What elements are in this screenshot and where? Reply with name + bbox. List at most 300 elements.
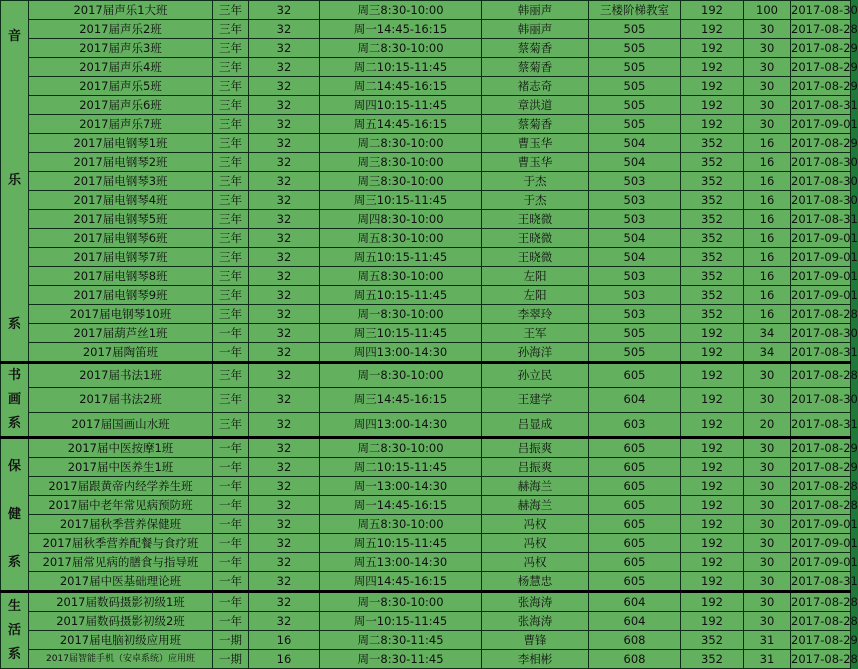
class-name-cell: 2017届电钢琴4班 bbox=[29, 191, 213, 210]
table-row bbox=[1, 58, 851, 77]
start-date-cell: 2017-08-30 bbox=[791, 172, 851, 191]
time-cell: 周三8:30-10:00 bbox=[320, 172, 482, 191]
duration-cell: 三年 bbox=[213, 305, 249, 324]
duration-cell: 三年 bbox=[213, 363, 249, 388]
teacher-cell: 张海涛 bbox=[482, 612, 589, 631]
hours-cell: 32 bbox=[249, 77, 320, 96]
duration-cell: 一年 bbox=[213, 592, 249, 612]
fee-cell: 192 bbox=[681, 572, 744, 592]
teacher-cell: 李翠玲 bbox=[482, 305, 589, 324]
time-cell: 周五10:15-11:45 bbox=[320, 248, 482, 267]
start-date-cell: 2017-08-28 bbox=[791, 650, 851, 669]
hours-cell: 32 bbox=[249, 305, 320, 324]
room-cell: 604 bbox=[589, 592, 681, 612]
duration-cell: 一年 bbox=[213, 534, 249, 553]
class-name-cell: 2017届中老年常见病预防班 bbox=[29, 496, 213, 515]
hours-cell: 32 bbox=[249, 412, 320, 437]
capacity-cell: 34 bbox=[744, 343, 791, 363]
class-name-cell: 2017届国画山水班 bbox=[29, 412, 213, 437]
duration-cell: 三年 bbox=[213, 229, 249, 248]
fee-cell: 352 bbox=[681, 210, 744, 229]
capacity-cell: 30 bbox=[744, 515, 791, 534]
time-cell: 周二10:15-11:45 bbox=[320, 58, 482, 77]
time-cell: 周三14:45-16:15 bbox=[320, 388, 482, 412]
room-cell: 605 bbox=[589, 458, 681, 477]
start-date-cell: 2017-08-30 bbox=[791, 1, 851, 20]
table-row bbox=[1, 496, 851, 515]
duration-cell: 三年 bbox=[213, 20, 249, 39]
fee-cell: 352 bbox=[681, 631, 744, 650]
duration-cell: 三年 bbox=[213, 248, 249, 267]
capacity-cell: 16 bbox=[744, 248, 791, 267]
room-cell: 504 bbox=[589, 229, 681, 248]
duration-cell: 一年 bbox=[213, 572, 249, 592]
start-date-cell: 2017-08-28 bbox=[791, 592, 851, 612]
duration-cell: 一年 bbox=[213, 343, 249, 363]
capacity-cell: 16 bbox=[744, 229, 791, 248]
hours-cell: 32 bbox=[249, 343, 320, 363]
capacity-cell: 20 bbox=[744, 412, 791, 437]
teacher-cell: 冯权 bbox=[482, 553, 589, 572]
hours-cell: 32 bbox=[249, 438, 320, 458]
hours-cell: 32 bbox=[249, 115, 320, 134]
fee-cell: 192 bbox=[681, 553, 744, 572]
duration-cell: 一年 bbox=[213, 515, 249, 534]
time-cell: 周五8:30-10:00 bbox=[320, 229, 482, 248]
table-row bbox=[1, 267, 851, 286]
time-cell: 周二8:30-10:00 bbox=[320, 39, 482, 58]
time-cell: 周一14:45-16:15 bbox=[320, 20, 482, 39]
table-row bbox=[1, 1, 851, 20]
room-cell: 503 bbox=[589, 286, 681, 305]
fee-cell: 352 bbox=[681, 229, 744, 248]
room-cell: 605 bbox=[589, 496, 681, 515]
fee-cell: 192 bbox=[681, 592, 744, 612]
teacher-cell: 王建学 bbox=[482, 388, 589, 412]
teacher-cell: 左阳 bbox=[482, 267, 589, 286]
start-date-cell: 2017-08-29 bbox=[791, 631, 851, 650]
capacity-cell: 30 bbox=[744, 612, 791, 631]
start-date-cell: 2017-08-29 bbox=[791, 134, 851, 153]
hours-cell: 32 bbox=[249, 612, 320, 631]
teacher-cell: 冯权 bbox=[482, 515, 589, 534]
room-cell: 605 bbox=[589, 515, 681, 534]
class-name-cell: 2017届声乐4班 bbox=[29, 58, 213, 77]
table-row bbox=[1, 412, 851, 437]
capacity-cell: 16 bbox=[744, 191, 791, 210]
duration-cell: 三年 bbox=[213, 286, 249, 305]
capacity-cell: 30 bbox=[744, 553, 791, 572]
hours-cell: 32 bbox=[249, 388, 320, 412]
class-name-cell: 2017届声乐1大班 bbox=[29, 1, 213, 20]
teacher-cell: 章洪道 bbox=[482, 96, 589, 115]
duration-cell: 三年 bbox=[213, 115, 249, 134]
time-cell: 周三8:30-10:00 bbox=[320, 1, 482, 20]
class-name-cell: 2017届葫芦丝1班 bbox=[29, 324, 213, 343]
capacity-cell: 30 bbox=[744, 77, 791, 96]
room-cell: 503 bbox=[589, 210, 681, 229]
start-date-cell: 2017-08-30 bbox=[791, 153, 851, 172]
start-date-cell: 2017-08-30 bbox=[791, 388, 851, 412]
duration-cell: 三年 bbox=[213, 172, 249, 191]
class-name-cell: 2017届常见病的膳食与指导班 bbox=[29, 553, 213, 572]
table-row bbox=[1, 134, 851, 153]
capacity-cell: 30 bbox=[744, 20, 791, 39]
hours-cell: 32 bbox=[249, 39, 320, 58]
class-name-cell: 2017届声乐5班 bbox=[29, 77, 213, 96]
capacity-cell: 34 bbox=[744, 324, 791, 343]
class-name-cell: 2017届声乐2班 bbox=[29, 20, 213, 39]
duration-cell: 三年 bbox=[213, 412, 249, 437]
room-cell: 608 bbox=[589, 631, 681, 650]
fee-cell: 192 bbox=[681, 1, 744, 20]
fee-cell: 352 bbox=[681, 134, 744, 153]
room-cell: 504 bbox=[589, 248, 681, 267]
class-name-cell: 2017届智能手机（安卓系统）应用班 bbox=[29, 650, 213, 669]
room-cell: 505 bbox=[589, 20, 681, 39]
room-cell: 504 bbox=[589, 153, 681, 172]
class-name-cell: 2017届电钢琴7班 bbox=[29, 248, 213, 267]
teacher-cell: 褚志奇 bbox=[482, 77, 589, 96]
table-row bbox=[1, 343, 851, 363]
duration-cell: 一年 bbox=[213, 324, 249, 343]
room-cell: 504 bbox=[589, 134, 681, 153]
start-date-cell: 2017-08-28 bbox=[791, 477, 851, 496]
capacity-cell: 16 bbox=[744, 153, 791, 172]
class-name-cell: 2017届声乐6班 bbox=[29, 96, 213, 115]
room-cell: 503 bbox=[589, 172, 681, 191]
start-date-cell: 2017-08-31 bbox=[791, 412, 851, 437]
start-date-cell: 2017-09-01 bbox=[791, 515, 851, 534]
duration-cell: 一年 bbox=[213, 438, 249, 458]
capacity-cell: 30 bbox=[744, 438, 791, 458]
start-date-cell: 2017-09-01 bbox=[791, 534, 851, 553]
capacity-cell: 30 bbox=[744, 39, 791, 58]
class-name-cell: 2017届书法2班 bbox=[29, 388, 213, 412]
teacher-cell: 王晓微 bbox=[482, 229, 589, 248]
time-cell: 周二14:45-16:15 bbox=[320, 77, 482, 96]
capacity-cell: 16 bbox=[744, 172, 791, 191]
time-cell: 周二8:30-11:45 bbox=[320, 631, 482, 650]
teacher-cell: 孙立民 bbox=[482, 363, 589, 388]
time-cell: 周五10:15-11:45 bbox=[320, 286, 482, 305]
capacity-cell: 30 bbox=[744, 58, 791, 77]
teacher-cell: 蔡菊香 bbox=[482, 115, 589, 134]
time-cell: 周五8:30-10:00 bbox=[320, 515, 482, 534]
fee-cell: 192 bbox=[681, 115, 744, 134]
time-cell: 周四13:00-14:30 bbox=[320, 343, 482, 363]
teacher-cell: 王晓微 bbox=[482, 248, 589, 267]
teacher-cell: 于杰 bbox=[482, 172, 589, 191]
start-date-cell: 2017-09-01 bbox=[791, 267, 851, 286]
hours-cell: 32 bbox=[249, 210, 320, 229]
start-date-cell: 2017-08-29 bbox=[791, 438, 851, 458]
teacher-cell: 赫海兰 bbox=[482, 496, 589, 515]
hours-cell: 32 bbox=[249, 286, 320, 305]
teacher-cell: 王军 bbox=[482, 324, 589, 343]
capacity-cell: 30 bbox=[744, 477, 791, 496]
room-cell: 605 bbox=[589, 553, 681, 572]
duration-cell: 三年 bbox=[213, 1, 249, 20]
time-cell: 周一13:00-14:30 bbox=[320, 477, 482, 496]
time-cell: 周四13:00-14:30 bbox=[320, 412, 482, 437]
duration-cell: 一年 bbox=[213, 553, 249, 572]
room-cell: 505 bbox=[589, 96, 681, 115]
duration-cell: 三年 bbox=[213, 77, 249, 96]
room-cell: 505 bbox=[589, 77, 681, 96]
table-row bbox=[1, 438, 851, 458]
class-name-cell: 2017届电钢琴6班 bbox=[29, 229, 213, 248]
table-row bbox=[1, 553, 851, 572]
capacity-cell: 16 bbox=[744, 210, 791, 229]
teacher-cell: 吕显成 bbox=[482, 412, 589, 437]
hours-cell: 32 bbox=[249, 248, 320, 267]
room-cell: 505 bbox=[589, 324, 681, 343]
table-row bbox=[1, 210, 851, 229]
start-date-cell: 2017-08-29 bbox=[791, 58, 851, 77]
table-row bbox=[1, 115, 851, 134]
fee-cell: 192 bbox=[681, 388, 744, 412]
class-name-cell: 2017届电钢琴9班 bbox=[29, 286, 213, 305]
fee-cell: 192 bbox=[681, 515, 744, 534]
start-date-cell: 2017-08-28 bbox=[791, 612, 851, 631]
time-cell: 周五8:30-10:00 bbox=[320, 267, 482, 286]
teacher-cell: 曹玉华 bbox=[482, 153, 589, 172]
capacity-cell: 30 bbox=[744, 534, 791, 553]
table-row bbox=[1, 191, 851, 210]
time-cell: 周二10:15-11:45 bbox=[320, 458, 482, 477]
duration-cell: 一年 bbox=[213, 458, 249, 477]
hours-cell: 32 bbox=[249, 96, 320, 115]
class-name-cell: 2017届电钢琴3班 bbox=[29, 172, 213, 191]
duration-cell: 三年 bbox=[213, 153, 249, 172]
table-row bbox=[1, 324, 851, 343]
fee-cell: 192 bbox=[681, 343, 744, 363]
fee-cell: 352 bbox=[681, 650, 744, 669]
table-row bbox=[1, 458, 851, 477]
hours-cell: 32 bbox=[249, 572, 320, 592]
hours-cell: 32 bbox=[249, 477, 320, 496]
time-cell: 周三10:15-11:45 bbox=[320, 191, 482, 210]
capacity-cell: 100 bbox=[744, 1, 791, 20]
capacity-cell: 30 bbox=[744, 363, 791, 388]
duration-cell: 三年 bbox=[213, 134, 249, 153]
start-date-cell: 2017-08-30 bbox=[791, 324, 851, 343]
hours-cell: 32 bbox=[249, 324, 320, 343]
time-cell: 周一8:30-10:00 bbox=[320, 592, 482, 612]
time-cell: 周一8:30-11:45 bbox=[320, 650, 482, 669]
room-cell: 503 bbox=[589, 267, 681, 286]
table-row bbox=[1, 153, 851, 172]
class-name-cell: 2017届电钢琴1班 bbox=[29, 134, 213, 153]
class-name-cell: 2017届跟黄帝内经学养生班 bbox=[29, 477, 213, 496]
room-cell: 605 bbox=[589, 438, 681, 458]
class-name-cell: 2017届中医基础理论班 bbox=[29, 572, 213, 592]
hours-cell: 32 bbox=[249, 496, 320, 515]
fee-cell: 192 bbox=[681, 20, 744, 39]
fee-cell: 192 bbox=[681, 477, 744, 496]
fee-cell: 192 bbox=[681, 363, 744, 388]
duration-cell: 一年 bbox=[213, 612, 249, 631]
table-row bbox=[1, 77, 851, 96]
hours-cell: 16 bbox=[249, 631, 320, 650]
class-name-cell: 2017届电脑初级应用班 bbox=[29, 631, 213, 650]
room-cell: 503 bbox=[589, 305, 681, 324]
start-date-cell: 2017-09-01 bbox=[791, 229, 851, 248]
class-name-cell: 2017届数码摄影初级1班 bbox=[29, 592, 213, 612]
time-cell: 周一8:30-10:00 bbox=[320, 363, 482, 388]
teacher-cell: 蔡菊香 bbox=[482, 39, 589, 58]
room-cell: 608 bbox=[589, 650, 681, 669]
department-cell: 生 活 系 bbox=[1, 592, 29, 669]
duration-cell: 一期 bbox=[213, 650, 249, 669]
time-cell: 周五13:00-14:30 bbox=[320, 553, 482, 572]
capacity-cell: 30 bbox=[744, 388, 791, 412]
hours-cell: 32 bbox=[249, 153, 320, 172]
capacity-cell: 16 bbox=[744, 286, 791, 305]
start-date-cell: 2017-08-28 bbox=[791, 496, 851, 515]
room-cell: 604 bbox=[589, 612, 681, 631]
class-name-cell: 2017届声乐7班 bbox=[29, 115, 213, 134]
fee-cell: 352 bbox=[681, 172, 744, 191]
duration-cell: 一年 bbox=[213, 477, 249, 496]
start-date-cell: 2017-08-29 bbox=[791, 458, 851, 477]
room-cell: 604 bbox=[589, 388, 681, 412]
teacher-cell: 曹锋 bbox=[482, 631, 589, 650]
duration-cell: 三年 bbox=[213, 388, 249, 412]
time-cell: 周二8:30-10:00 bbox=[320, 134, 482, 153]
time-cell: 周四14:45-16:15 bbox=[320, 572, 482, 592]
table-row bbox=[1, 20, 851, 39]
fee-cell: 192 bbox=[681, 77, 744, 96]
room-cell: 505 bbox=[589, 58, 681, 77]
start-date-cell: 2017-09-01 bbox=[791, 248, 851, 267]
table-row bbox=[1, 650, 851, 669]
room-cell: 605 bbox=[589, 572, 681, 592]
table-row bbox=[1, 229, 851, 248]
table-row bbox=[1, 534, 851, 553]
duration-cell: 一年 bbox=[213, 496, 249, 515]
room-cell: 603 bbox=[589, 412, 681, 437]
teacher-cell: 孙海洋 bbox=[482, 343, 589, 363]
teacher-cell: 李相彬 bbox=[482, 650, 589, 669]
duration-cell: 三年 bbox=[213, 210, 249, 229]
teacher-cell: 冯权 bbox=[482, 534, 589, 553]
table-row bbox=[1, 248, 851, 267]
fee-cell: 192 bbox=[681, 58, 744, 77]
hours-cell: 32 bbox=[249, 20, 320, 39]
fee-cell: 352 bbox=[681, 248, 744, 267]
table-row bbox=[1, 388, 851, 412]
class-name-cell: 2017届陶笛班 bbox=[29, 343, 213, 363]
class-name-cell: 2017届中医按摩1班 bbox=[29, 438, 213, 458]
table-row bbox=[1, 477, 851, 496]
time-cell: 周五10:15-11:45 bbox=[320, 534, 482, 553]
class-name-cell: 2017届声乐3班 bbox=[29, 39, 213, 58]
fee-cell: 352 bbox=[681, 191, 744, 210]
hours-cell: 32 bbox=[249, 58, 320, 77]
table-row bbox=[1, 363, 851, 388]
hours-cell: 32 bbox=[249, 1, 320, 20]
class-name-cell: 2017届电钢琴10班 bbox=[29, 305, 213, 324]
hours-cell: 16 bbox=[249, 650, 320, 669]
room-cell: 505 bbox=[589, 343, 681, 363]
hours-cell: 32 bbox=[249, 553, 320, 572]
time-cell: 周二8:30-10:00 bbox=[320, 438, 482, 458]
room-cell: 605 bbox=[589, 363, 681, 388]
table-row bbox=[1, 572, 851, 592]
teacher-cell: 张海涛 bbox=[482, 592, 589, 612]
time-cell: 周三8:30-10:00 bbox=[320, 153, 482, 172]
room-cell: 505 bbox=[589, 39, 681, 58]
fee-cell: 352 bbox=[681, 153, 744, 172]
start-date-cell: 2017-08-31 bbox=[791, 210, 851, 229]
fee-cell: 352 bbox=[681, 305, 744, 324]
time-cell: 周五14:45-16:15 bbox=[320, 115, 482, 134]
fee-cell: 192 bbox=[681, 496, 744, 515]
start-date-cell: 2017-08-29 bbox=[791, 77, 851, 96]
teacher-cell: 左阳 bbox=[482, 286, 589, 305]
time-cell: 周一14:45-16:15 bbox=[320, 496, 482, 515]
fee-cell: 192 bbox=[681, 612, 744, 631]
teacher-cell: 赫海兰 bbox=[482, 477, 589, 496]
start-date-cell: 2017-08-31 bbox=[791, 572, 851, 592]
schedule-body bbox=[1, 1, 858, 669]
hours-cell: 32 bbox=[249, 534, 320, 553]
teacher-cell: 吕振爽 bbox=[482, 438, 589, 458]
hours-cell: 32 bbox=[249, 267, 320, 286]
capacity-cell: 16 bbox=[744, 134, 791, 153]
start-date-cell: 2017-08-29 bbox=[791, 39, 851, 58]
class-name-cell: 2017届电钢琴5班 bbox=[29, 210, 213, 229]
fee-cell: 192 bbox=[681, 96, 744, 115]
hours-cell: 32 bbox=[249, 229, 320, 248]
class-name-cell: 2017届电钢琴8班 bbox=[29, 267, 213, 286]
table-row bbox=[1, 39, 851, 58]
fee-cell: 352 bbox=[681, 286, 744, 305]
capacity-cell: 30 bbox=[744, 592, 791, 612]
room-cell: 505 bbox=[589, 115, 681, 134]
start-date-cell: 2017-08-28 bbox=[791, 20, 851, 39]
teacher-cell: 王晓微 bbox=[482, 210, 589, 229]
fee-cell: 192 bbox=[681, 458, 744, 477]
fee-cell: 352 bbox=[681, 267, 744, 286]
teacher-cell: 蔡菊香 bbox=[482, 58, 589, 77]
class-name-cell: 2017届秋季营养保健班 bbox=[29, 515, 213, 534]
start-date-cell: 2017-08-28 bbox=[791, 363, 851, 388]
capacity-cell: 31 bbox=[744, 650, 791, 669]
fee-cell: 192 bbox=[681, 324, 744, 343]
duration-cell: 三年 bbox=[213, 39, 249, 58]
room-cell: 503 bbox=[589, 191, 681, 210]
teacher-cell: 吕振爽 bbox=[482, 458, 589, 477]
duration-cell: 三年 bbox=[213, 267, 249, 286]
department-cell: 书 画 系 bbox=[1, 363, 29, 438]
teacher-cell: 于杰 bbox=[482, 191, 589, 210]
start-date-cell: 2017-09-01 bbox=[791, 115, 851, 134]
teacher-cell: 曹玉华 bbox=[482, 134, 589, 153]
class-name-cell: 2017届中医养生1班 bbox=[29, 458, 213, 477]
table-row bbox=[1, 631, 851, 650]
duration-cell: 三年 bbox=[213, 58, 249, 77]
hours-cell: 32 bbox=[249, 363, 320, 388]
time-cell: 周一8:30-10:00 bbox=[320, 305, 482, 324]
duration-cell: 三年 bbox=[213, 191, 249, 210]
teacher-cell: 韩丽声 bbox=[482, 1, 589, 20]
class-name-cell: 2017届书法1班 bbox=[29, 363, 213, 388]
time-cell: 周三10:15-11:45 bbox=[320, 324, 482, 343]
department-cell: 音 乐 系 bbox=[1, 1, 29, 363]
